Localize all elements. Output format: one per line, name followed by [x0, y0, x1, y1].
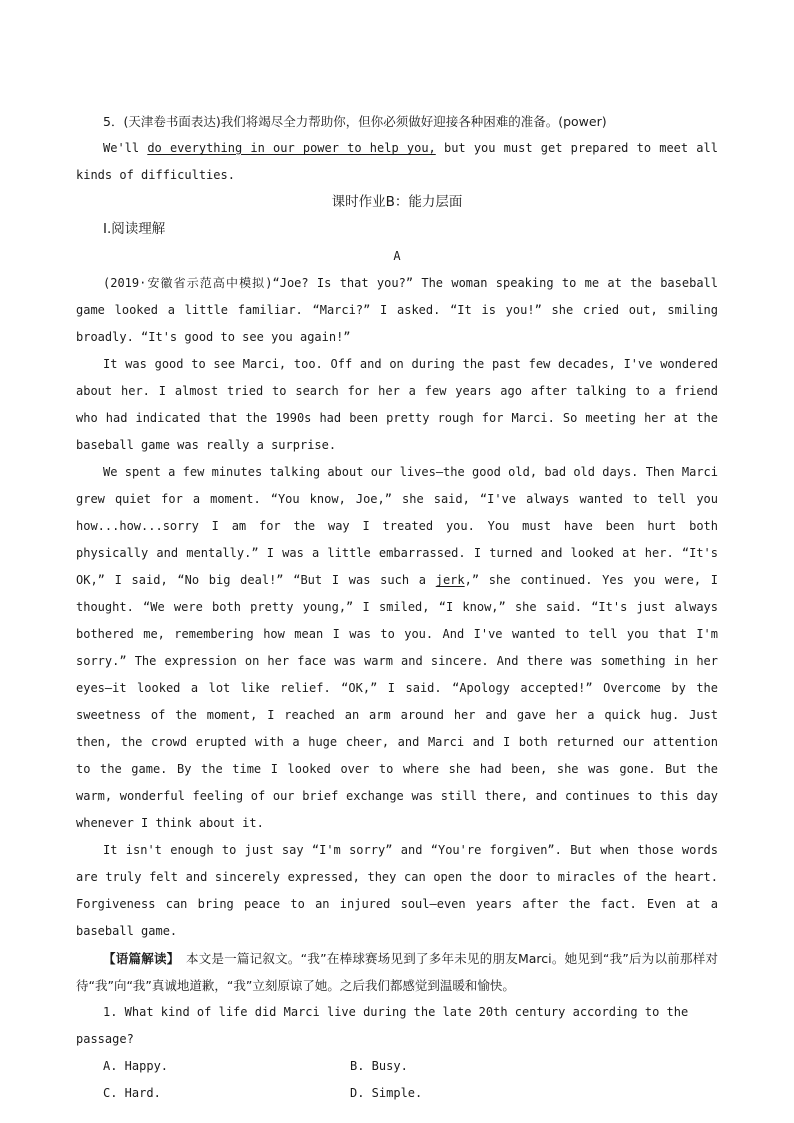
section-title: 课时作业B：能力层面 — [331, 194, 463, 210]
option-a: A. Happy. — [103, 1059, 169, 1073]
passage-paragraph-4: It isn't enough to just say “I'm sorry” and “You're forgiven”. But when those words are truly felt and sincerely expressed, they can open the door to miracles of the heart. Forgiveness can bring peace to an injured soul—even years after the fact. Even at a baseball game. — [76, 843, 718, 938]
option-b: B. Busy. — [350, 1059, 408, 1073]
part-title: Ⅰ.阅读理解 — [103, 221, 166, 237]
passage-paragraph-3-part-a: We spent a few minutes talking about our lives—the good old, bad old days. Then Marci grew quiet for a moment. “You know, Joe,” she said, “I've always wanted to tell you how...how...sorry I am for the way I treated you. You must have been hurt both physically and mentally.” I was a little embarrassed. I turned and looked at her. “It's OK,” I said, “No big deal!” “But I was such a — [76, 465, 718, 587]
vocab-word-jerk: jerk — [435, 573, 465, 587]
item5-prompt: 5．(天津卷书面表达)我们将竭尽全力帮助你，但你必须做好迎接各种困难的准备。(power) — [103, 114, 607, 129]
passage-paragraph-2: It was good to see Marci, too. Off and on during the past few decades, I've wondered about her. I almost tried to search for her a few years ago after talking to a friend who had indicated that the 1990s had been pretty rough for Marci. So meeting her at the baseball game was really a surprise. — [76, 357, 718, 452]
passage-analysis — [76, 945, 718, 999]
item5-answer-pre: We'll — [103, 141, 148, 155]
item5-answer-post: but you must get prepared to meet all kinds of difficulties. — [76, 141, 718, 182]
analysis-label: 【语篇解读】 — [103, 951, 174, 966]
question-1-stem: 1. What kind of life did Marci live during the late 20th century according to the passage? — [76, 1005, 689, 1046]
question-1-options-row-1 — [76, 1053, 718, 1080]
question-1-options-row-2 — [76, 1080, 718, 1107]
item5-answer-underlined: do everything in our power to help you, — [147, 141, 436, 155]
passage-paragraph-1: (2019·安徽省示范高中模拟)“Joe? Is that you?” The woman speaking to me at the baseball game looked a little familiar. “Marci?” I asked. “It is you!” she cried out, smiling broadly. “It's good to see you again!” — [76, 276, 718, 344]
option-c: C. Hard. — [103, 1086, 161, 1100]
analysis-text: 本文是一篇记叙文。“我”在棒球赛场见到了多年未见的朋友Marci。她见到“我”后为以前那样对待“我”向“我”真诚地道歉，“我”立刻原谅了她。之后我们都感觉到温暖和愉快。 — [76, 951, 718, 993]
item5-answer — [76, 135, 718, 189]
passage-paragraph-3 — [76, 459, 718, 837]
option-d: D. Simple. — [350, 1086, 423, 1100]
passage-label: A — [393, 249, 401, 263]
passage-paragraph-3-part-b: ,” she continued. Yes you were, I thought. “We were both pretty young,” I smiled, “I know,” she said. “It's just always bothered me, remembering how mean I was to you. And I've wanted to tell you that I'm sorry.” The expression on her face was warm and sincere. And there was something in her eyes—it looked a lot like relief. “OK,” I said. “Apology accepted!” Overcome by the sweetness of the moment, I reached an arm around her and gave her a quick hug. Just then, the crowd erupted with a huge cheer, and Marci and I both returned our attention to the game. By the time I looked over to where she had been, she was gone. But the warm, wonderful feeling of our brief exchange was still there, and continues to this day whenever I think about it. — [76, 573, 718, 830]
